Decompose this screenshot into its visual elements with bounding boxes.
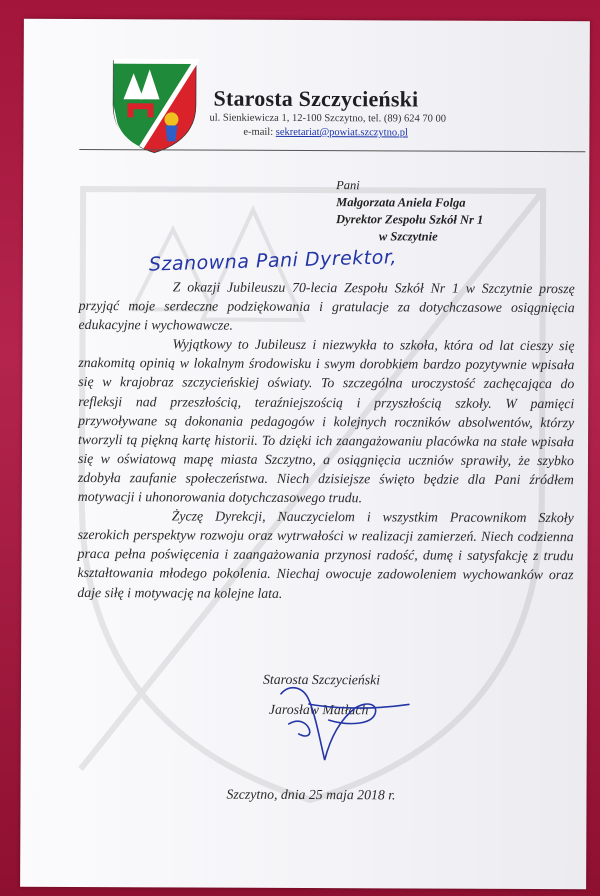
date-line: Szczytno, dnia 25 maja 2018 r. xyxy=(226,786,396,803)
signatory-name: Jarosław Matłach xyxy=(268,701,369,718)
recipient-location: w Szczytnie xyxy=(378,229,438,244)
handwritten-signature-icon xyxy=(259,664,429,775)
email-label: e-mail: xyxy=(243,126,276,138)
body-paragraph-1: Z okazji Jubileuszu 70-lecia Zespołu Szkół Nr 1 w Szczytnie proszę przyjąć moje serdeczne podziękowania i gratulacje za dotychczasowe osiągnięcia edukacyjne i wychowawcze. xyxy=(78,279,575,333)
header-email-line xyxy=(243,127,408,139)
letter-page xyxy=(20,19,590,889)
signatory-title: Starosta Szczycieński xyxy=(262,671,381,688)
body-paragraph-2: Wyjątkowy to Jubileusz i niezwykła to szkoła, która od lat cieszy się znakomitą opinią w lokalnym środowisku i swym dorobkiem bardzo pozytywnie wpisała się w krajobraz szczycieńskiej oświaty. To szczególna uroczystość zachęcająca do refleksji nad przeszłością, teraźniejszością i przyszłością szkoły. W pamięci przywoływane są dokonania pedagogów i kolejnych roczników absolwentów, którzy tworzyli tą piękną kartę historii. To dzięki ich zaangażowaniu placówka na stałe wpisała się w oświatową mapę miasta Szczytno, a osiągnięcia uczniów sprawiły, że szybko zdobyła zaufanie społeczeństwa. Niech dzisiejsze święto będzie dla Pani źródłem motywacji i uhonorowania dotychczasowego trudu. xyxy=(77,336,575,506)
letter-body xyxy=(77,277,574,604)
recipient-name: Małgorzata Aniela Folga xyxy=(336,195,466,210)
email-link[interactable]: sekretariat@powiat.szczytno.pl xyxy=(275,126,408,139)
powiat-crest-icon xyxy=(109,57,199,155)
header-title: Starosta Szczycieński xyxy=(213,85,419,112)
handwritten-greeting: Szanowna Pani Dyrektor, xyxy=(148,246,398,276)
recipient-block xyxy=(336,177,484,246)
header-address: ul. Sienkiewicza 1, 12-100 Szczytno, tel. (89) 624 70 00 xyxy=(209,112,446,125)
body-paragraph-3: Życzę Dyrekcji, Nauczycielom i wszystkim Pracownikom Szkoły szerokich perspektyw rozwoju oraz wytrwałości w realizacji zamierzeń. Niech codzienna praca pełna poświęcenia i zaangażowania przynosi radość, dumę i satysfakcję z trudu kształtowania młodego pokolenia. Niechaj owocuje zadowoleniem wychowanków oraz daje siłę i motywację na kolejne lata. xyxy=(77,508,574,601)
recipient-salutation: Pani xyxy=(336,178,360,193)
recipient-position: Dyrektor Zespołu Szkół Nr 1 xyxy=(335,212,484,227)
